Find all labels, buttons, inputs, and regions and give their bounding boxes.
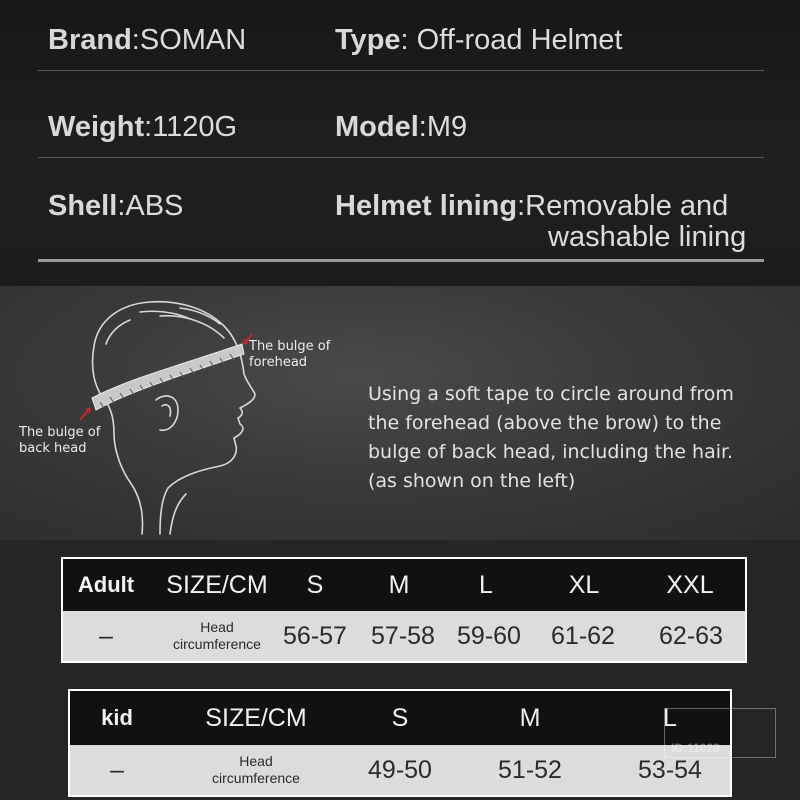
spec-lining-line2 (548, 221, 746, 254)
spec-lining: Helmet lining:Removable and (335, 190, 729, 222)
instruction-line: bulge of back head, including the hair. (368, 441, 734, 463)
instruction-line: the forehead (above the brow) to the (368, 412, 722, 434)
spec-brand-label: Brand (48, 24, 132, 56)
kid-row-description (190, 745, 322, 795)
spec-type-label: Type (335, 24, 401, 56)
kid-value-m: 51-52 (498, 755, 562, 784)
callout-forehead-line1: The bulge of (249, 339, 331, 354)
spec-type-value: Off-road Helmet (416, 24, 623, 56)
desc-line1: Head (239, 753, 273, 769)
kid-circumference-row (70, 745, 730, 795)
adult-size-l: L (479, 570, 493, 599)
kid-row-label: – (110, 755, 124, 784)
callout-back-head (19, 425, 100, 457)
head-profile-illustration (10, 298, 350, 538)
adult-row-description (159, 611, 275, 661)
divider (38, 157, 764, 158)
adult-label: Adult (77, 572, 135, 597)
adult-value-s: 56-57 (283, 621, 347, 650)
instruction-line: Using a soft tape to circle around from (368, 383, 734, 405)
desc-line1: Head (200, 619, 234, 635)
divider (38, 70, 764, 71)
kid-header-row (70, 691, 730, 745)
watermark-text: ID:11028 (671, 741, 720, 755)
spec-lining-value-line2: washable lining (548, 221, 747, 253)
spec-lining-label: Helmet lining (335, 190, 518, 222)
adult-size-s: S (306, 570, 324, 599)
adult-size-header: SIZE/CM (166, 570, 268, 599)
desc-line2: circumference (173, 636, 261, 652)
spec-model: Model:M9 (335, 111, 468, 143)
adult-value-l: 59-60 (457, 621, 521, 650)
desc-line2: circumference (212, 770, 300, 786)
adult-size-xl: XL (568, 570, 600, 599)
spec-shell: Shell:ABS (48, 190, 184, 222)
instruction-line: (as shown on the left) (368, 470, 576, 492)
kid-size-table (68, 689, 732, 797)
spec-lining-value-line1: Removable and (525, 190, 729, 222)
divider-thick (38, 259, 764, 262)
measure-instructions (368, 380, 748, 496)
spec-shell-label: Shell (48, 190, 118, 222)
kid-value-s: 49-50 (368, 755, 432, 784)
kid-size-s: S (391, 703, 409, 732)
spec-weight-label: Weight (48, 111, 145, 143)
watermark (664, 708, 776, 758)
spec-weight-value: 1120G (152, 111, 238, 143)
adult-size-table (61, 557, 747, 663)
kid-value-l: 53-54 (638, 755, 702, 784)
spec-brand-value: SOMAN (139, 24, 247, 56)
spec-model-label: Model (335, 111, 419, 143)
spec-shell-value: ABS (125, 190, 184, 222)
callout-back-line1: The bulge of (19, 425, 101, 440)
kid-size-l: L (663, 703, 677, 732)
adult-value-xl: 61-62 (551, 621, 615, 650)
kid-label: kid (101, 705, 133, 730)
spec-weight: Weight:1120G (48, 111, 238, 143)
adult-circumference-row (63, 611, 745, 661)
adult-value-xxl: 62-63 (659, 621, 723, 650)
adult-size-xxl: XXL (666, 570, 714, 599)
callout-forehead (249, 339, 330, 371)
kid-size-header: SIZE/CM (205, 703, 307, 732)
spec-type: Type: Off-road Helmet (335, 24, 623, 56)
callout-back-line2: back head (19, 441, 87, 456)
spec-model-value: M9 (426, 111, 468, 143)
adult-size-m: M (388, 570, 410, 599)
kid-size-m: M (519, 703, 541, 732)
adult-value-m: 57-58 (371, 621, 435, 650)
callout-forehead-line2: forehead (249, 355, 308, 370)
spec-brand: Brand:SOMAN (48, 24, 247, 56)
adult-row-label: – (99, 621, 113, 650)
adult-header-row (63, 559, 745, 611)
